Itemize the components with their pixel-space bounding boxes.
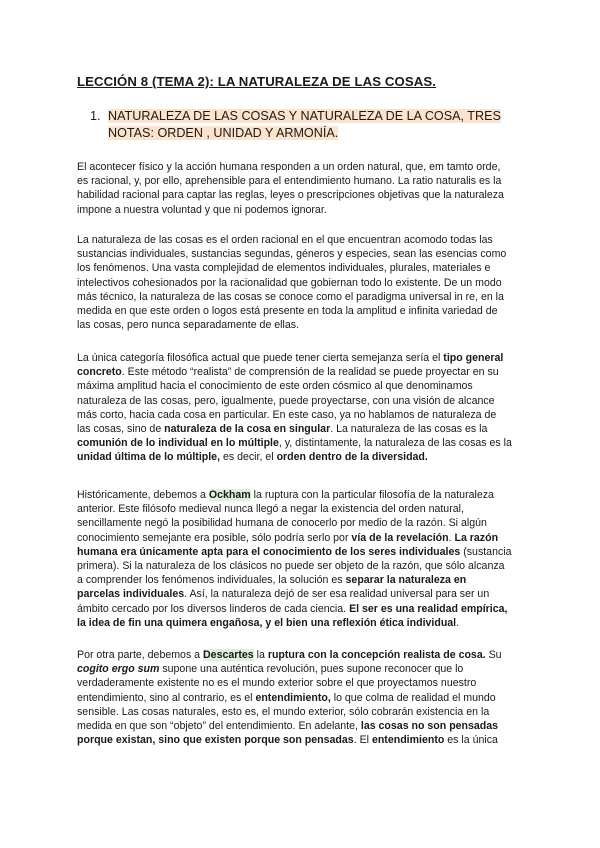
bold-term: orden dentro de la diversidad.: [276, 451, 428, 464]
highlighted-name: Descartes: [203, 649, 254, 661]
bold-term: entendimiento,: [255, 691, 331, 704]
bold-term: unidad última de lo múltiple,: [77, 451, 221, 464]
bold-term: El ser es una realidad empírica, la idea de fin una quimera engañosa, y el bien una reflexión ética individual: [77, 602, 508, 629]
paragraph-3: La única categoría filosófica actual que puede tener cierta semejanza sería el tipo general concreto. Este método “realista” de comprensión de la realidad se puede proyectar en su máxima amplitud hacia el conocimiento de este orden cósmico al que denominamos naturaleza de las cosas, pero, igualmente, puede proyectarse, con una visión de alcance más corto, hacia cada cosa en particular. En este caso, ya no hablamos de naturaleza de las cosas, sino de naturaleza de la cosa en singular. La naturaleza de las cosas es la comunión de lo individual en lo múltiple, y, distintamente, la naturaleza de las cosas es la unidad última de lo múltiple, es decir, el orden dentro de la diversidad.: [77, 352, 512, 464]
paragraph-1: El acontecer físico y la acción humana responden a un orden natural, que, em tamto orde, es racional, y, por ello, aprehensible para el entendimiento humano. La ratio naturalis es la habilidad racional para captar las reglas, leyes o prescripciones objetivas que la naturaleza impone a nuestra voluntad y que ni podemos ignorar.: [77, 161, 504, 216]
section-number: 1.: [90, 109, 101, 123]
bold-term: ruptura con la concepción realista de cosa.: [267, 649, 486, 661]
highlighted-name: Ockham: [208, 489, 251, 501]
paragraph-4: Históricamente, debemos a Ockham la ruptura con la particular filosofía de la naturaleza anterior. Este filósofo medieval nunca llegó a negar la existencia del orden natural, sencillamente negó la posibilidad humana de conocerlo por medio de la razón. Si algún conocimiento semejante era posible, sólo podría serlo por vía de la revelación. La razón humana era únicamente apta para el conocimiento de los seres individuales (sustancia primera). Si la naturaleza de los clásicos no puede ser objeto de la razón, que sólo alcanza a comprender los fenómenos individuales, la solución es separar la naturaleza en parcelas individuales. Así, la naturaleza dejó de ser esa realidad universal para ser un ámbito cercado por los diversos linderos de cada ciencia. El ser es una realidad empírica, la idea de fin una quimera engañosa, y el bien una reflexión ética individual.: [77, 489, 512, 629]
bold-term: naturaleza de la cosa en singular: [164, 423, 331, 436]
bold-term: tipo general concreto: [77, 352, 504, 379]
bold-term: separar la naturaleza en parcelas individuales: [77, 574, 467, 601]
italic-term: cogito ergo sum: [77, 663, 160, 676]
bold-term: comunión de lo individual en lo múltiple: [77, 437, 279, 450]
lesson-title: LECCIÓN 8 (TEMA 2): LA NATURALEZA DE LAS COSAS.: [77, 74, 437, 89]
section-heading-text: NATURALEZA DE LAS COSAS Y NATURALEZA DE LA COSA, TRES NOTAS: ORDEN , UNIDAD Y ARMONÍA.: [108, 109, 501, 140]
paragraph-2: La naturaleza de las cosas es el orden racional en el que encuentran acomodo todas las sustancias individuales, sustancias segundas, géneros y especies, sean las esencias como los fenómenos. Una vasta complejidad de elementos individuales, plurales, materiales e intelectivos cohesionados por la racionalidad que gobiernan todo lo existente. De un modo más técnico, la naturaleza de las cosas se conoce como el paradigma universal in re, en la medida en que este orden o logos está presente en toda la amplitud e infinita variedad de las cosas, pero nunca separadamente de ellas.: [77, 234, 507, 332]
bold-term: vía de la revelación: [351, 531, 449, 544]
bold-term: La razón humana era únicamente apta para el conocimiento de los seres individuales: [77, 531, 499, 558]
paragraph-5: Por otra parte, debemos a Descartes la ruptura con la concepción realista de cosa. Su cogito ergo sum supone una auténtica revolución, pues supone reconocer que lo verdaderamente existente no es el mundo exterior sobre el que proyectamos nuestro entendimiento, sino al contrario, es el entendimiento, lo que colma de realidad el mundo sensible. Las cosas naturales, esto es, el mundo exterior, sólo cobrarán existencia en la medida en que son “objeto” del entendimiento. En adelante, las cosas no son pensadas porque existan, sino que existen porque son pensadas. El entendimiento es la única: [77, 649, 502, 747]
bold-term: entendimiento: [371, 734, 445, 747]
bold-term: las cosas no son pensadas porque existan, sino que existen porque son pensadas: [77, 720, 499, 747]
